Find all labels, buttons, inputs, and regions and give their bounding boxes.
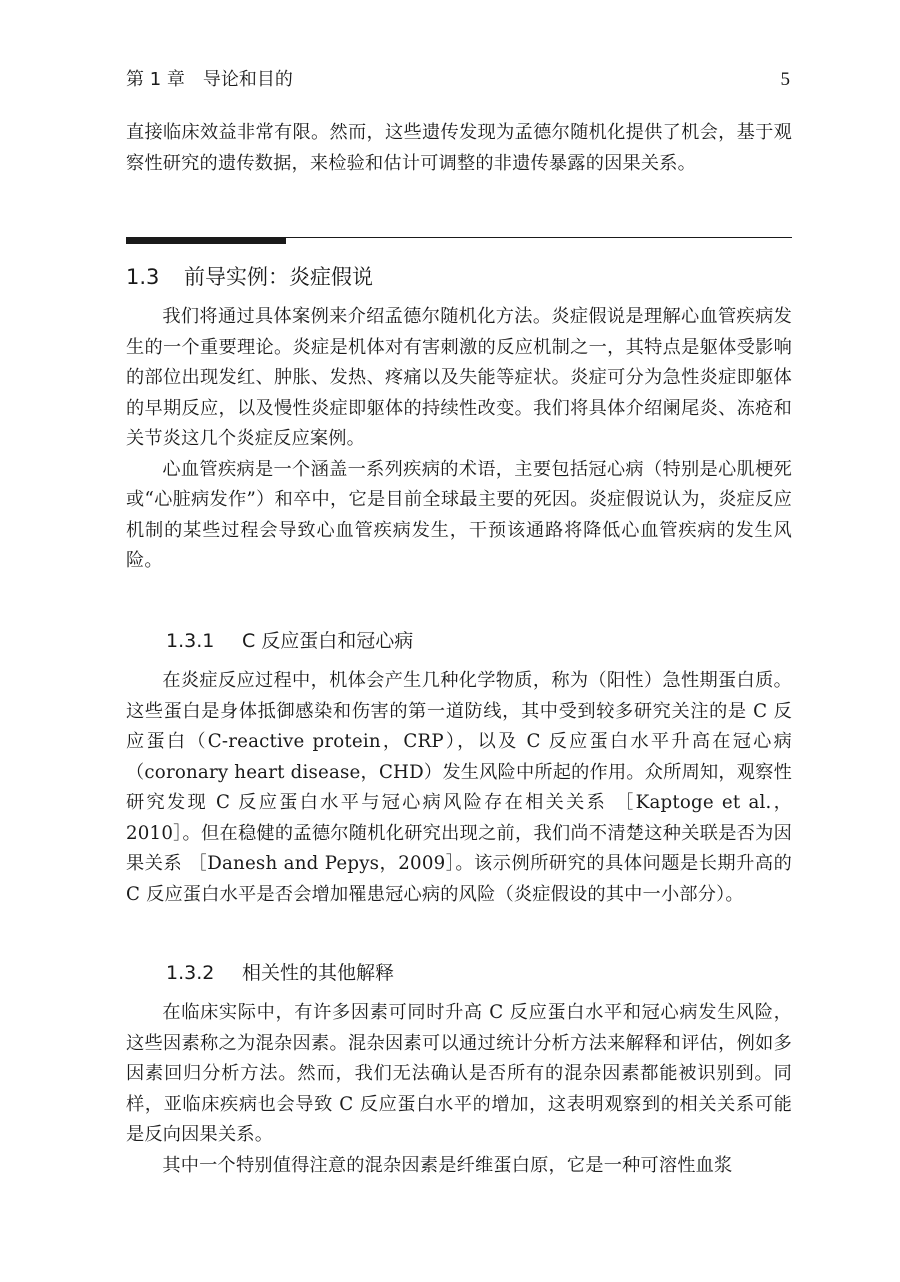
paragraph: 在临床实际中，有许多因素可同时升高 C 反应蛋白水平和冠心病发生风险，这些因素称之为混杂因素。混杂因素可以通过统计分析方法来解释和评估，例如多因素回归分析方法。然而，我们无法确认是否所有的混杂因素都能被识别到。同样，亚临床疾病也会导致 C 反应蛋白水平的增加，这表明观察到的相关关系可能是反向因果关系。: [126, 1002, 792, 1145]
section-rule-thick: [126, 237, 286, 244]
subsection-title: 相关性的其他解释: [242, 962, 395, 984]
subsection-title: C 反应蛋白和冠心病: [242, 630, 414, 652]
paragraph: 我们将通过具体案例来介绍孟德尔随机化方法。炎症假说是理解心血管疾病发生的一个重要理论。炎症是机体对有害刺激的反应机制之一，其特点是躯体受影响的部位出现发红、肿胀、发热、疼痛以及失能等症状。炎症可分为急性炎症即躯体的早期反应，以及慢性炎症即躯体的持续性改变。我们将具体介绍阑尾炎、冻疮和关节炎这几个炎症反应案例。: [126, 306, 792, 449]
subsection-heading: [166, 624, 413, 658]
section-title: 前导实例：炎症假说: [184, 265, 373, 289]
section-heading: [126, 259, 373, 295]
subsection-number: 1.3.2: [166, 962, 215, 984]
section-number: 1.3: [126, 265, 160, 289]
section-body: [126, 302, 792, 577]
intro-text: [126, 118, 792, 179]
subsection-body: [126, 998, 792, 1181]
paragraph: 在炎症反应过程中，机体会产生几种化学物质，称为（阳性）急性期蛋白质。这些蛋白是身体抵御感染和伤害的第一道防线，其中受到较多研究关注的是 C 反应蛋白（C-reactive protein，CRP），以及 C 反应蛋白水平升高在冠心病（coronary heart disease，CHD）发生风险中所起的作用。众所周知，观察性研究发现 C 反应蛋白水平与冠心病风险存在相关关系 ［Kaptoge et al.，2010］。但在稳健的孟德尔随机化研究出现之前，我们尚不清楚这种关联是否为因果关系 ［Danesh and Pepys，2009］。该示例所研究的具体问题是长期升高的 C 反应蛋白水平是否会增加罹患冠心病的风险（炎症假设的其中一小部分）。: [126, 670, 792, 905]
subsection-body: [126, 666, 792, 910]
paragraph: 其中一个特别值得注意的混杂因素是纤维蛋白原，它是一种可溶性血浆: [162, 1154, 733, 1176]
subsection-heading: [166, 956, 394, 990]
running-header: [126, 64, 792, 96]
page-number: 5: [780, 69, 790, 90]
paragraph: 直接临床效益非常有限。然而，这些遗传发现为孟德尔随机化提供了机会，基于观察性研究的遗传数据，来检验和估计可调整的非遗传暴露的因果关系。: [126, 122, 792, 174]
subsection-number: 1.3.1: [166, 630, 215, 652]
paragraph: 心血管疾病是一个涵盖一系列疾病的术语，主要包括冠心病（特别是心肌梗死或“心脏病发作”）和卒中，它是目前全球最主要的死因。炎症假说认为，炎症反应机制的某些过程会导致心血管疾病发生，干预该通路将降低心血管疾病的发生风险。: [126, 458, 792, 571]
chapter-title: 第 1 章 导论和目的: [126, 69, 293, 90]
